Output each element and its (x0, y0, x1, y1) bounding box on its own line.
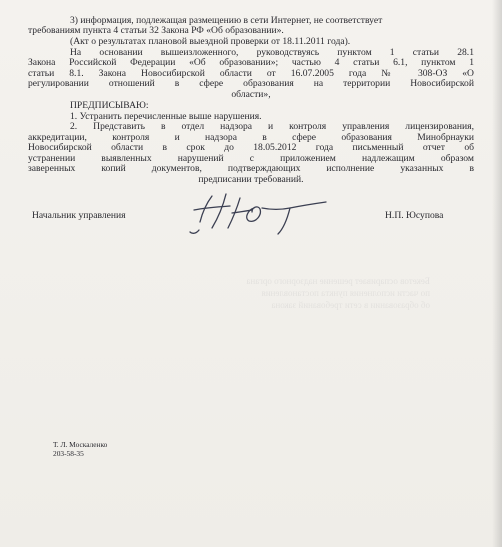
basis-line-3: статьи 8.1. Закона Новосибирской области от 16.07.2005 года № 308-ОЗ «О (28, 68, 474, 79)
bleed-through-text: Бекетов оспаривает решение надзорного органа по части исполнения пункта постановления об образовании в сети требований закона (246, 276, 430, 310)
signer-name: Н.П. Юсупова (385, 210, 444, 221)
basis-line-4: регулировании отношений в сфере образования на территории Новосибирской (28, 78, 474, 89)
signer-title: Начальник управления (32, 210, 126, 221)
item3-line1: 3) информация, подлежащая размещению в сети Интернет, не соответствует (70, 15, 383, 26)
executor-phone: 203-58-35 (53, 449, 84, 458)
basis-line-2: Закона Российской Федерации «Об образовании»; частью 4 статьи 6.1, пунктом 1 (28, 57, 474, 68)
handwritten-signature (186, 188, 346, 238)
point-1: 1. Устранить перечисленные выше нарушения. (70, 111, 262, 122)
basis-line-1: На основании вышеизложенного, руководствуясь пунктом 1 статьи 28.1 (70, 47, 474, 58)
basis-line-5: области», (231, 89, 271, 100)
executor-name: Т. Л. Москаленко (53, 440, 108, 449)
point2-line-3: Новосибирской области в срок до 18.05.2012 года письменный отчет об (28, 142, 474, 153)
point2-line-5: заверенных копий документов, подтверждающих исполнение указанных в (28, 163, 474, 174)
point2-line-2: аккредитации, контроля и надзора в сфере образования Минобрнауки (28, 132, 474, 143)
point2-line-6: предписании требований. (198, 174, 304, 185)
point2-line-1: 2. Представить в отдел надзора и контроля управления лицензирования, (70, 121, 474, 132)
prescribe-heading: ПРЕДПИСЫВАЮ: (70, 100, 149, 111)
item3-line2: требованиям пункта 4 статьи 32 Закона РФ «Об образовании». (28, 25, 284, 36)
act-note: (Акт о результатах плановой выездной проверки от 18.11.2011 года). (70, 36, 351, 47)
point2-line-4: устранении выявленных нарушений с приложением надлежащим образом (28, 153, 474, 164)
